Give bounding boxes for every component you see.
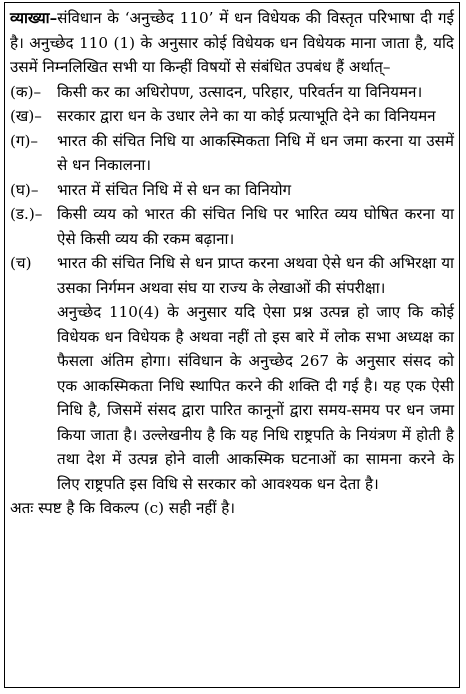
explanation-box [4, 2, 460, 688]
item-marker: (ग)– [10, 131, 38, 150]
item-marker: (घ)– [10, 180, 39, 199]
list-item-ka [10, 80, 454, 105]
list-item-cha [10, 251, 454, 300]
intro-paragraph [10, 6, 454, 80]
item-marker: (च) [10, 254, 32, 272]
list-item-ga [10, 129, 454, 178]
body-paragraph: अनुच्छेद 110(4) के अनुसार यदि ऐसा प्रश्न उत्पन्न हो जाए कि कोई विधेयक धन विधेयक है अथवा नहीं तो इस बारे में लोक सभा अध्यक्ष का फैसला अंतिम होगा। संविधान के अनुच्छेद 267 के अनुसार संसद को एक आकस्मिकता निधि स्थापित करने की शक्ति दी गई है। यह एक ऐसी निधि है, जिसमें संसद द्वारा पारित कानूनों द्वारा समय-समय पर धन जमा किया जाता है। उल्लेखनीय है कि यह निधि राष्ट्रपति के नियंत्रण में होती है तथा देश में उत्पन्न होने वाली आकस्मिक घटनाओं का सामना करने के लिए राष्ट्रपति इस विधि से सरकार को आवश्यक धन देता है। [57, 303, 454, 493]
item-text: भारत में संचित निधि में से धन का विनियोग [57, 180, 292, 199]
item-text: किसी कर का अधिरोपण, उत्सादन, परिहार, परिवर्तन या विनियमन। [57, 82, 423, 101]
list-item-gha [10, 178, 454, 203]
item-marker: (ड.)– [10, 205, 43, 223]
item-marker: (क)– [10, 82, 42, 101]
intro-text: संविधान के ‘अनुच्छेद 110’ में धन विधेयक की विस्तृत परिभाषा दी गई है। अनुच्छेद 110 (1) के अनुसार कोई विधेयक धन विधेयक माना जाता है, यदि उसमें निम्नलिखित सभी या किन्हीं विषयों से संबंधित उपबंध हैं अर्थात्– [10, 9, 454, 76]
item-text: सरकार द्वारा धन के उधार लेने का या कोई प्रत्याभूति देने का विनियमन [57, 107, 436, 125]
conclusion-line: अतः स्पष्ट है कि विकल्प (c) सही नहीं है। [10, 499, 236, 517]
item-text: भारत की संचित निधि या आकस्मिकता निधि में धन जमा करना या उसमें से धन निकालना। [57, 131, 454, 174]
explanation-heading: व्याख्या– [10, 9, 58, 27]
list-item-da [10, 202, 454, 251]
item-marker: (ख)– [10, 107, 42, 125]
item-text: भारत की संचित निधि से धन प्राप्त करना अथवा ऐसे धन की अभिरक्षा या उसका निर्गमन अथवा संघ या राज्य के लेखाओं की संपरीक्षा। [57, 254, 454, 297]
item-text: किसी व्यय को भारत की संचित निधि पर भारित व्यय घोषित करना या ऐसे किसी व्यय की रकम बढ़ाना। [57, 205, 454, 248]
list-item-kha [10, 104, 454, 129]
